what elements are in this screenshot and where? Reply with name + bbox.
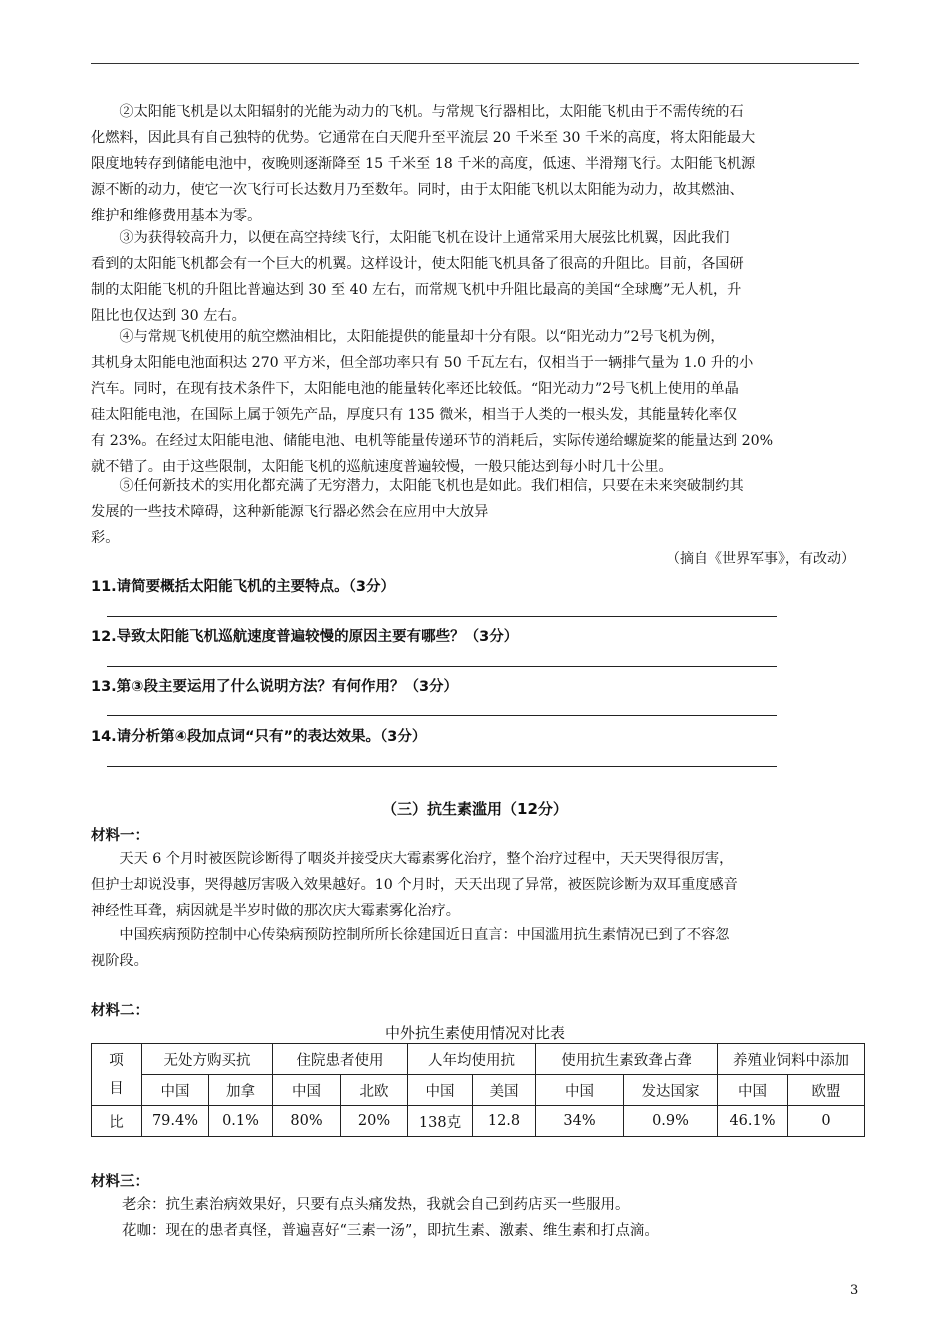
group-header: 无处方购买抗 bbox=[142, 1044, 273, 1075]
para5-line: 彩。 bbox=[91, 530, 120, 546]
subheader-cell: 北欧 bbox=[341, 1075, 408, 1106]
comparison-table bbox=[91, 1043, 865, 1137]
material-1-label: 材料一： bbox=[91, 828, 149, 844]
para4-line: 有 23%。在经过太阳能电池、储能电池、电机等能量传递环节的消耗后，实际传递给螺旋桨的能量达到 20% bbox=[91, 433, 774, 449]
material-2-label: 材料二： bbox=[91, 1003, 149, 1019]
subheader-cell: 中国 bbox=[536, 1075, 624, 1106]
subheader-cell: 欧盟 bbox=[788, 1075, 865, 1106]
subheader-cell: 中国 bbox=[408, 1075, 473, 1106]
para5-line: ⑤任何新技术的实用化都充满了无穷潜力，太阳能飞机也是如此。我们相信，只要在未来突破制约其 bbox=[119, 478, 744, 494]
row-label: 比 bbox=[92, 1106, 142, 1137]
para3-line: ③为获得较高升力，以便在高空持续飞行，太阳能飞机在设计上通常采用大展弦比机翼，因此我们 bbox=[119, 230, 730, 246]
para4-line: 其机身太阳能电池面积达 270 平方米，但全部功率只有 50 千瓦左右，仅相当于一辆排气量为 1.0 升的小 bbox=[91, 355, 754, 371]
subheader-cell: 美国 bbox=[473, 1075, 536, 1106]
paragraph-5 bbox=[91, 473, 861, 551]
answer-line[interactable] bbox=[107, 666, 777, 667]
group-header: 住院患者使用 bbox=[273, 1044, 408, 1075]
material-1-paragraph-1 bbox=[91, 846, 861, 924]
para3-line: 看到的太阳能飞机都会有一个巨大的机翼。这样设计，使太阳能飞机具备了很高的升阻比。目前，各国研 bbox=[91, 256, 744, 272]
subheader-cell: 加拿 bbox=[209, 1075, 273, 1106]
para4-line: 硅太阳能电池，在国际上属于领先产品，厚度只有 135 微米，相当于人类的一根头发，其能量转化率仅 bbox=[91, 407, 738, 423]
para3-line: 阻比也仅达到 30 左右。 bbox=[91, 308, 246, 324]
para2-line: 限度地转存到储能电池中，夜晚则逐渐降至 15 千米至 18 千米的高度，低速、半滑翔飞行。太阳能飞机源 bbox=[91, 156, 756, 172]
para2-line: 维护和维修费用基本为零。 bbox=[91, 208, 262, 224]
para4-line: 就不错了。由于这些限制，太阳能飞机的巡航速度普遍较慢，一般只能达到每小时几十公里。 bbox=[91, 459, 673, 475]
value-cell: 46.1% bbox=[718, 1106, 788, 1137]
para3-line: 制的太阳能飞机的升阻比普遍达到 30 至 40 左右，而常规飞机中升阻比最高的美国“全球鹰”无人机，升 bbox=[91, 282, 742, 298]
para2-line: 化燃料，因此具有自己独特的优势。它通常在白天爬升至平流层 20 千米至 30 千米的高度，将太阳能最大 bbox=[91, 130, 756, 146]
question-13: 13.第③段主要运用了什么说明方法？有何作用？（3分） bbox=[91, 679, 459, 695]
value-cell: 20% bbox=[341, 1106, 408, 1137]
material1-line: 中国疾病预防控制中心传染病预防控制所所长徐建国近日直言：中国滥用抗生素情况已到了不容忽 bbox=[119, 927, 730, 943]
subheader-cell: 发达国家 bbox=[624, 1075, 718, 1106]
value-cell: 79.4% bbox=[142, 1106, 209, 1137]
value-cell: 138克 bbox=[408, 1106, 473, 1137]
dialog-line: 老余：抗生素治病效果好，只要有点头痛发热，我就会自己到药店买一些服用。 bbox=[122, 1197, 630, 1213]
subheader-cell: 中国 bbox=[142, 1075, 209, 1106]
material-3-label: 材料三： bbox=[91, 1174, 149, 1190]
answer-line[interactable] bbox=[107, 766, 777, 767]
answer-line[interactable] bbox=[107, 715, 777, 716]
header-rule bbox=[91, 63, 859, 64]
material-1-paragraph-2 bbox=[91, 922, 861, 974]
para4-line: ④与常规飞机使用的航空燃油相比，太阳能提供的能量却十分有限。以“阳光动力”2号飞机为例， bbox=[119, 329, 725, 345]
row-header-top: 项 bbox=[109, 1052, 124, 1069]
value-cell: 0 bbox=[788, 1106, 865, 1137]
value-cell: 12.8 bbox=[473, 1106, 536, 1137]
material1-line: 天天 6 个月时被医院诊断得了咽炎并接受庆大霉素雾化治疗，整个治疗过程中，天天哭得很厉害， bbox=[119, 851, 734, 867]
value-cell: 80% bbox=[273, 1106, 341, 1137]
para4-line: 汽车。同时，在现有技术条件下，太阳能电池的能量转化率还比较低。“阳光动力”2号飞机上使用的单晶 bbox=[91, 381, 739, 397]
table-row bbox=[92, 1106, 865, 1137]
value-cell: 34% bbox=[536, 1106, 624, 1137]
paragraph-4 bbox=[91, 324, 861, 480]
paragraph-2 bbox=[91, 99, 861, 229]
group-header: 人年均使用抗 bbox=[408, 1044, 536, 1075]
section-title: （三）抗生素滥用（12分） bbox=[382, 800, 568, 818]
row-header-bottom: 目 bbox=[109, 1080, 124, 1097]
material1-line: 神经性耳聋，病因就是半岁时做的那次庆大霉素雾化治疗。 bbox=[91, 903, 460, 919]
material1-line: 视阶段。 bbox=[91, 953, 148, 969]
group-header: 使用抗生素致聋占聋 bbox=[536, 1044, 718, 1075]
question-11: 11.请简要概括太阳能飞机的主要特点。（3分） bbox=[91, 579, 396, 595]
table-title: 中外抗生素使用情况对比表 bbox=[384, 1024, 565, 1042]
question-14: 14.请分析第④段加点词“只有”的表达效果。（3分） bbox=[91, 729, 427, 745]
table-row bbox=[92, 1044, 865, 1075]
answer-line[interactable] bbox=[107, 616, 777, 617]
value-cell: 0.1% bbox=[209, 1106, 273, 1137]
dialog-line: 花咖：现在的患者真怪，普遍喜好“三素一汤”，即抗生素、激素、维生素和打点滴。 bbox=[122, 1223, 659, 1239]
material1-line: 但护士却说没事，哭得越厉害吸入效果越好。10 个月时，天天出现了异常，被医院诊断为双耳重度感音 bbox=[91, 877, 738, 893]
subheader-cell: 中国 bbox=[718, 1075, 788, 1106]
para2-line: 源不断的动力，使它一次飞行可长达数月乃至数年。同时，由于太阳能飞机以太阳能为动力，故其燃油、 bbox=[91, 182, 744, 198]
row-header-cell bbox=[92, 1044, 142, 1106]
para5-line: 发展的一些技术障碍，这种新能源飞行器必然会在应用中大放异 bbox=[91, 504, 489, 520]
value-cell: 0.9% bbox=[624, 1106, 718, 1137]
question-12: 12.导致太阳能飞机巡航速度普遍较慢的原因主要有哪些？（3分） bbox=[91, 629, 519, 645]
group-header: 养殖业饲料中添加 bbox=[718, 1044, 865, 1075]
para2-line: ②太阳能飞机是以太阳辐射的光能为动力的飞机。与常规飞行器相比，太阳能飞机由于不需传统的石 bbox=[119, 104, 744, 120]
source-citation: （摘自《世界军事》，有改动） bbox=[666, 551, 855, 567]
paragraph-3 bbox=[91, 225, 861, 329]
subheader-cell: 中国 bbox=[273, 1075, 341, 1106]
page-number: 3 bbox=[850, 1283, 859, 1298]
table-row bbox=[92, 1075, 865, 1106]
